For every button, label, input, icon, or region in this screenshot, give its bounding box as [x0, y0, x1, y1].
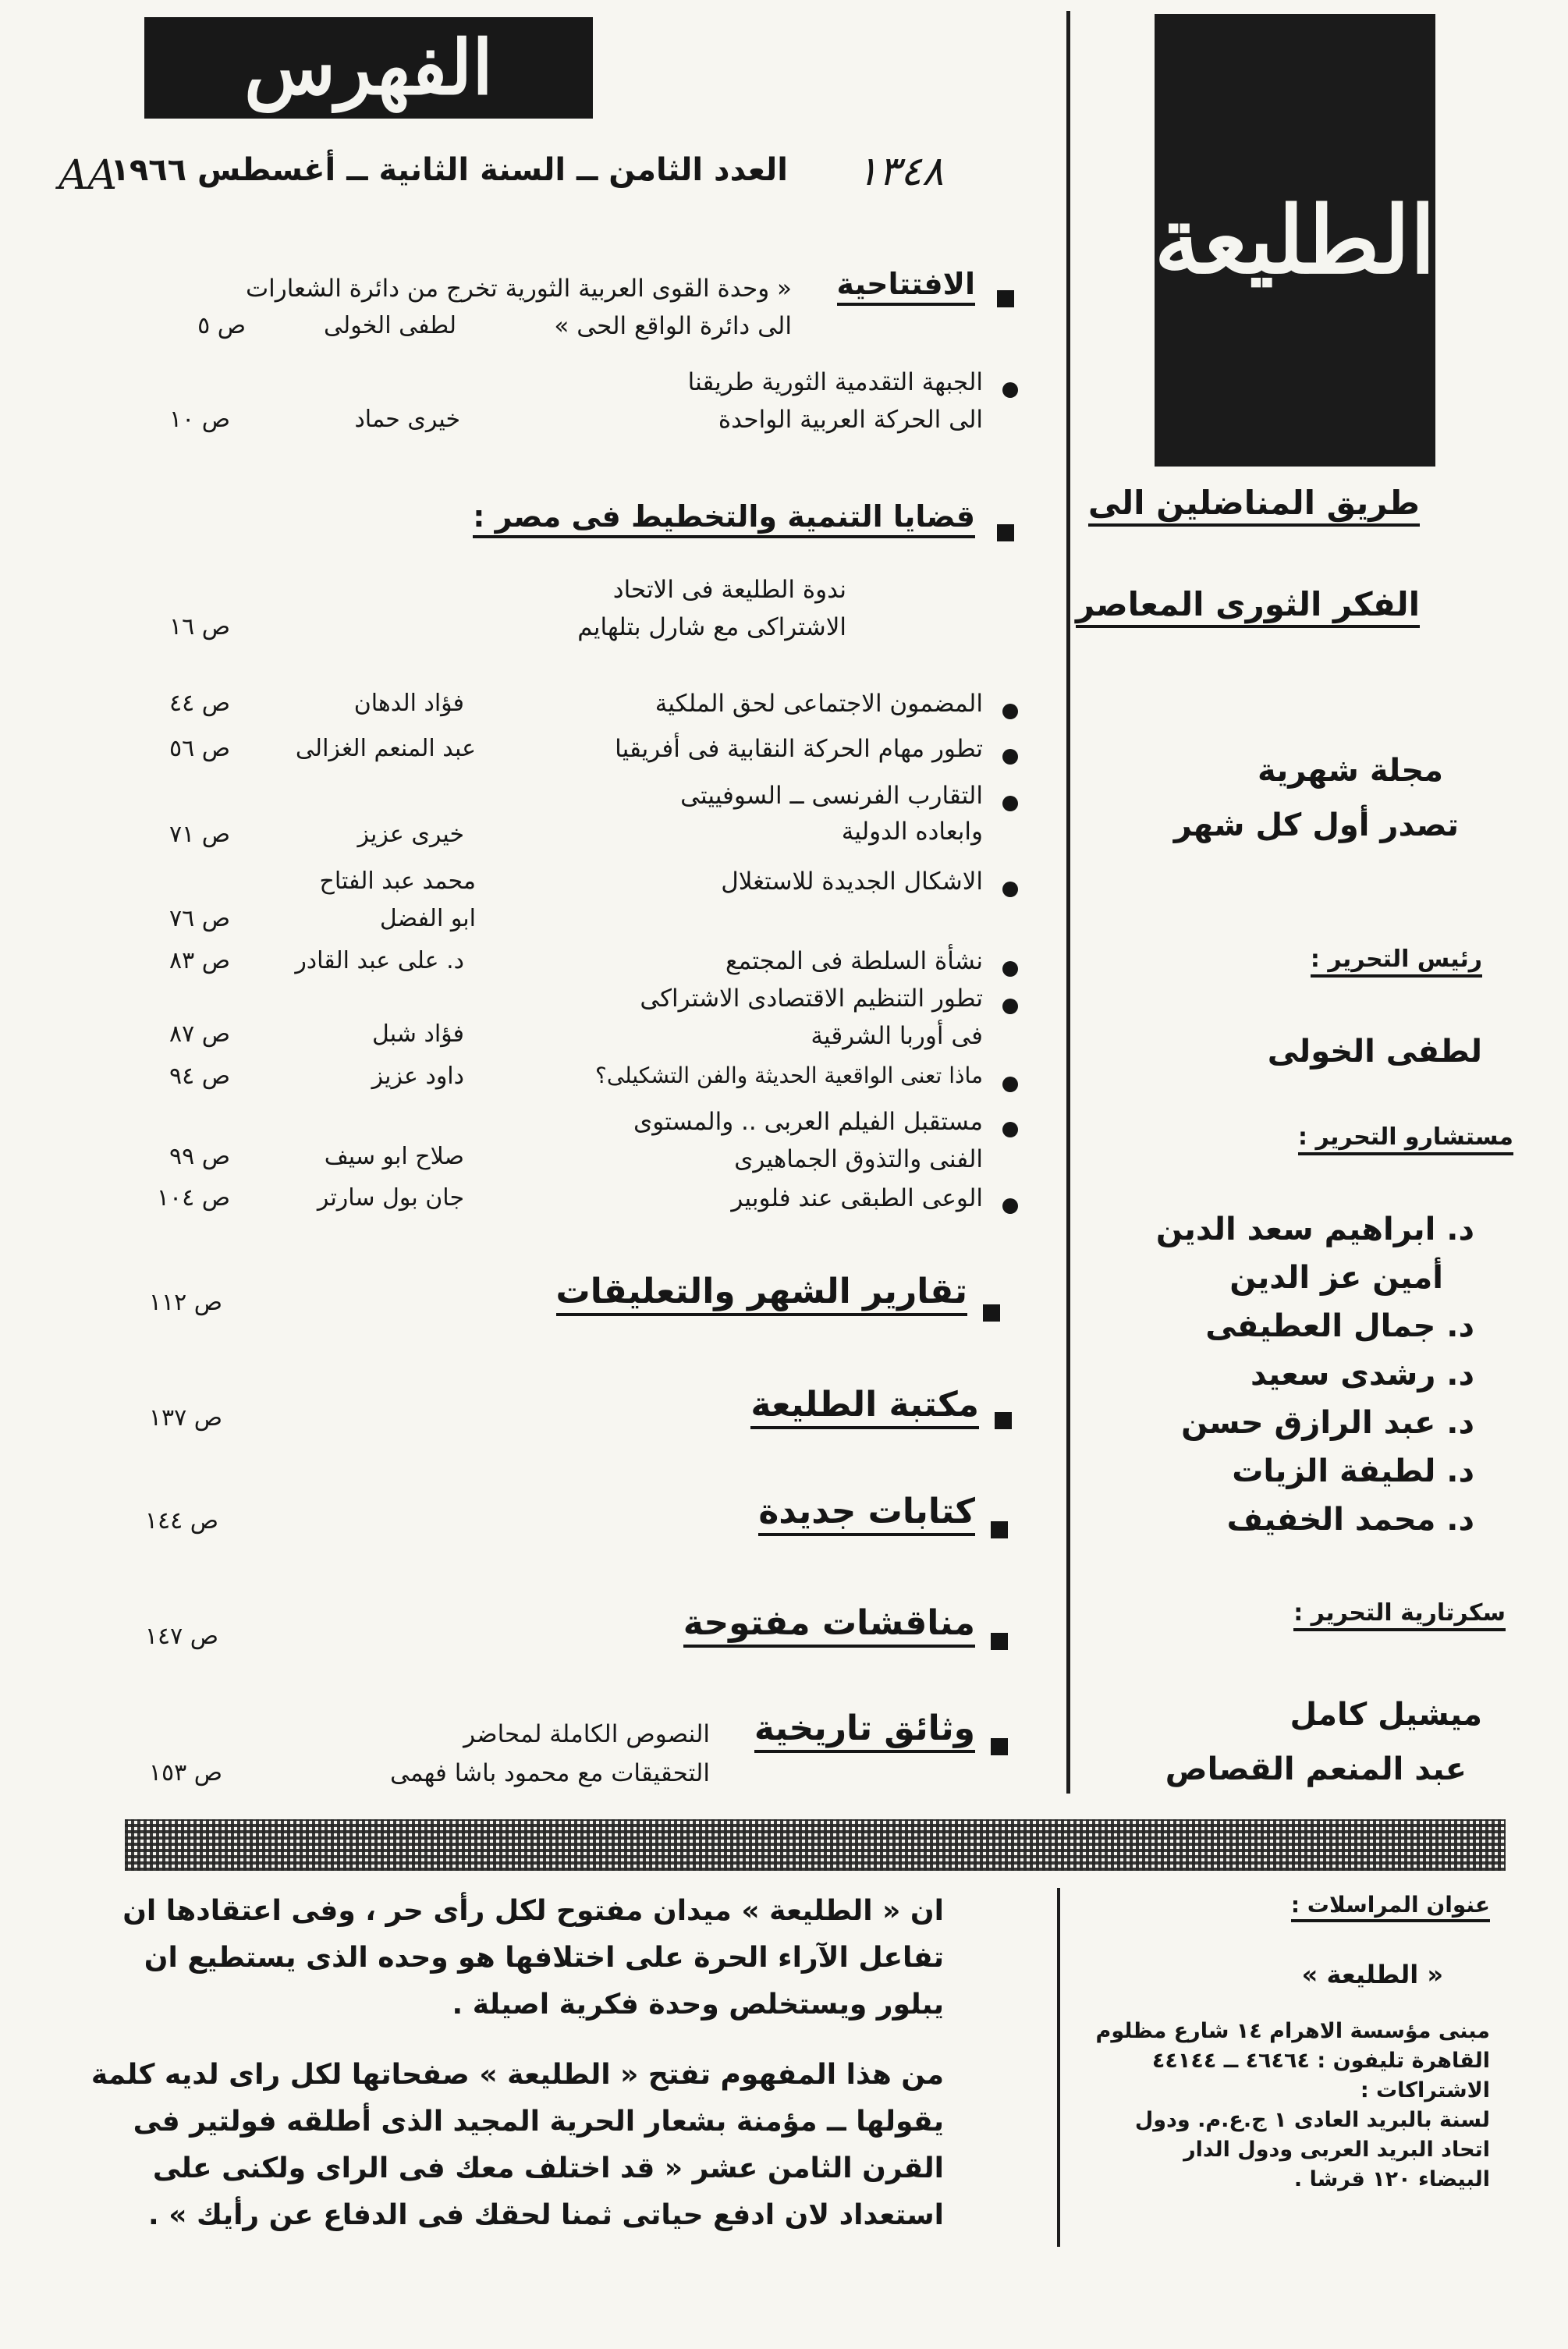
article-author: خيرى عزيز	[357, 821, 464, 848]
chief-editor-label: رئيس التحرير :	[1248, 946, 1482, 973]
correspondence-name: « الطليعة »	[1301, 1960, 1443, 1989]
article-title-2: فى أوربا الشرقية	[811, 1022, 983, 1050]
article-author: داود عزيز	[371, 1063, 464, 1090]
bullet-icon	[1002, 1122, 1018, 1137]
section-page: ص ١٣٧	[148, 1404, 222, 1432]
bullet-icon	[1002, 1077, 1018, 1092]
index-banner: الفهرس	[144, 17, 593, 119]
article-page: ص ٨٣	[169, 947, 230, 974]
article-title: الوعى الطبقى عند فلوبير	[731, 1184, 983, 1212]
bullet-icon	[1002, 961, 1018, 977]
seminar-title: ندوة الطليعة فى الاتحاد	[612, 576, 846, 604]
statement-line: ان « الطليعة » ميدان مفتوح لكل رأى حر ، وفى اعتقادها ان	[122, 1895, 944, 1927]
section-heading-development: قضايا التنمية والتخطيط فى مصر :	[538, 499, 975, 534]
address-line: لسنة بالبريد العادى ١ ج.ع.م. ودول	[1134, 2108, 1490, 2132]
chief-editor-name: لطفى الخولى	[1267, 1034, 1482, 1070]
seminar-title-2: الاشتراكى مع شارل بتلهايم	[577, 613, 846, 641]
secretariat-member: عبد المنعم القصاص	[1165, 1751, 1467, 1787]
statement-line: تفاعل الآراء الحرة على اختلافها هو وحده الذى يستطيع ان	[144, 1942, 944, 1974]
article-title: تطور مهام الحركة النقابية فى أفريقيا	[615, 735, 983, 763]
section-heading-open-discussions: مناقشات مفتوحة	[702, 1603, 975, 1643]
article-title: نشأة السلطة فى المجتمع	[725, 947, 983, 975]
article-author: لطفى الخولى	[324, 312, 456, 339]
section-page: ص ١١٢	[148, 1289, 222, 1316]
article-title: ماذا تعنى الواقعية الحديثة والفن التشكيلى؟	[594, 1063, 983, 1088]
issue-line: العدد الثامن ــ السنة الثانية ــ أغسطس ١٩٦٦	[110, 152, 788, 188]
opening-article-title: « وحدة القوى العربية الثورية تخرج من دائرة الشعارات	[245, 275, 792, 303]
section-square-icon	[991, 1633, 1008, 1650]
correspondence-label: عنوان المراسلات :	[1209, 1892, 1490, 1918]
section-page: ص ١٥٣	[148, 1759, 222, 1787]
article-page: ص ٧٦	[169, 905, 230, 932]
secretariat-label: سكرتارية التحرير :	[1170, 1599, 1506, 1627]
article-page: ص ٥٦	[169, 735, 230, 762]
address-line: اتحاد البريد العربى ودول الدار	[1183, 2138, 1490, 2162]
advisors-label: مستشارو التحرير :	[1170, 1123, 1513, 1151]
section-square-icon	[995, 1412, 1012, 1429]
section-page: ص ١٤٤	[144, 1507, 218, 1535]
bullet-icon	[1002, 749, 1018, 765]
article-title: الاشكال الجديدة للاستغلال	[721, 868, 983, 896]
address-line: الاشتراكات :	[1360, 2078, 1490, 2102]
opening-article-title-2: الى دائرة الواقع الحى »	[554, 312, 792, 340]
handwritten-right-note: ١٣٤٨	[857, 148, 944, 195]
article-title: المضمون الاجتماعى لحق الملكية	[655, 690, 983, 718]
statement-line: يقولها ــ مؤمنة بشعار الحرية المجيد الذى أطلقه فولتير فى	[133, 2106, 944, 2138]
column-divider	[1066, 11, 1070, 1794]
article-author: د. على عبد القادر	[295, 947, 464, 974]
advisor-name: د. جمال العطيفى	[1205, 1308, 1474, 1344]
article-title-2: الى الحركة العربية الواحدة	[718, 406, 983, 434]
section-page: ص ١٤٧	[144, 1623, 218, 1650]
handwritten-left-note: AA	[59, 152, 118, 199]
article-page: ص ٧١	[169, 821, 230, 848]
article-page: ص ١٠	[169, 406, 230, 433]
bullet-icon	[1002, 382, 1018, 398]
article-author: جان بول سارتر	[317, 1184, 464, 1212]
article-page: ص ٤٤	[169, 690, 230, 717]
footer-column-divider	[1057, 1888, 1060, 2247]
historical-docs-desc-2: التحقيقات مع محمود باشا فهمى	[389, 1759, 710, 1787]
advisor-name: د. محمد الخفيف	[1226, 1502, 1474, 1538]
statement-line: القرن الثامن عشر « قد اختلف معك فى الراى ولكنى على	[152, 2152, 944, 2184]
section-heading-historical-docs: وثائق تاريخية	[772, 1709, 975, 1748]
article-author: خيرى حماد	[354, 406, 460, 433]
article-title: تطور التنظيم الاقتصادى الاشتراكى	[640, 985, 983, 1013]
section-square-icon	[997, 290, 1014, 307]
advisor-name: د. رشدى سعيد	[1250, 1357, 1474, 1393]
seminar-page: ص ١٦	[169, 613, 230, 640]
bullet-icon	[1002, 704, 1018, 719]
statement-line: يبلور ويستخلص وحدة فكرية اصيلة .	[452, 1989, 944, 2021]
tagline-2: الفكر الثورى المعاصر	[1108, 585, 1420, 623]
advisor-name: د. لطيفة الزيات	[1232, 1453, 1474, 1489]
advisor-name: د. ابراهيم سعد الدين	[1155, 1212, 1474, 1247]
article-page: ص ٥	[197, 312, 246, 339]
section-square-icon	[997, 524, 1014, 541]
article-author: فؤاد شبل	[372, 1020, 464, 1048]
article-title-2: الفنى والتذوق الجماهيرى	[734, 1145, 983, 1173]
article-title: الجبهة التقدمية الثورية طريقنا	[687, 368, 983, 396]
article-author: محمد عبد الفتاح	[319, 868, 476, 895]
dotted-separator	[125, 1819, 1506, 1871]
article-author-2: ابو الفضل	[379, 905, 476, 932]
address-line: القاهرة تليفون : ٤٦٤٦٤ ــ ٤٤١٤٤	[1151, 2049, 1490, 2073]
article-title-2: وابعاده الدولية	[841, 818, 983, 846]
magazine-name: الطليعة	[1154, 186, 1436, 294]
article-title: التقارب الفرنسى ــ السوفييتى	[680, 782, 983, 810]
bullet-icon	[1002, 1198, 1018, 1214]
address-line: مبنى مؤسسة الاهرام ١٤ شارع مظلوم	[1095, 2019, 1490, 2043]
article-author: صلاح ابو سيف	[324, 1143, 464, 1170]
statement-line: استعداد لان ادفع حياتى ثمنا لحقك فى الدفاع عن رأيك » .	[148, 2199, 944, 2231]
bullet-icon	[1002, 882, 1018, 897]
advisor-name: أمين عز الدين	[1229, 1260, 1443, 1296]
statement-line: من هذا المفهوم تفتح « الطليعة » صفحاتها لكل راى لديه كلمة	[90, 2059, 944, 2091]
article-author: عبد المنعم الغزالى	[295, 735, 476, 762]
historical-docs-desc: النصوص الكاملة لمحاضر	[463, 1720, 710, 1748]
secretariat-member: ميشيل كامل	[1290, 1697, 1482, 1733]
frequency: مجلة شهرية	[1257, 753, 1443, 789]
article-page: ص ٩٩	[169, 1143, 230, 1170]
bullet-icon	[1002, 796, 1018, 811]
advisor-name: د. عبد الرازق حسن	[1181, 1405, 1474, 1441]
tagline: طريق المناضلين الى	[1108, 484, 1420, 522]
address-line: البيضاء ١٢٠ قرشا .	[1293, 2167, 1490, 2191]
bullet-icon	[1002, 999, 1018, 1014]
section-square-icon	[983, 1304, 1000, 1322]
section-heading-library: مكتبة الطليعة	[749, 1385, 979, 1425]
magazine-logo	[1155, 14, 1435, 467]
article-author: فؤاد الدهان	[353, 690, 464, 717]
article-title: مستقبل الفيلم العربى .. والمستوى	[633, 1108, 983, 1136]
section-square-icon	[991, 1521, 1008, 1538]
section-heading-opening: الافتتاحية	[819, 267, 975, 301]
article-page: ص ٩٤	[169, 1063, 230, 1090]
section-square-icon	[991, 1738, 1008, 1755]
section-heading-new-writings: كتابات جديدة	[749, 1492, 975, 1531]
section-heading-reports: تقارير الشهر والتعليقات	[601, 1272, 967, 1311]
article-page: ص ٨٧	[169, 1020, 230, 1048]
article-page: ص ١٠٤	[156, 1184, 230, 1212]
frequency-2: تصدر أول كل شهر	[1173, 807, 1459, 843]
